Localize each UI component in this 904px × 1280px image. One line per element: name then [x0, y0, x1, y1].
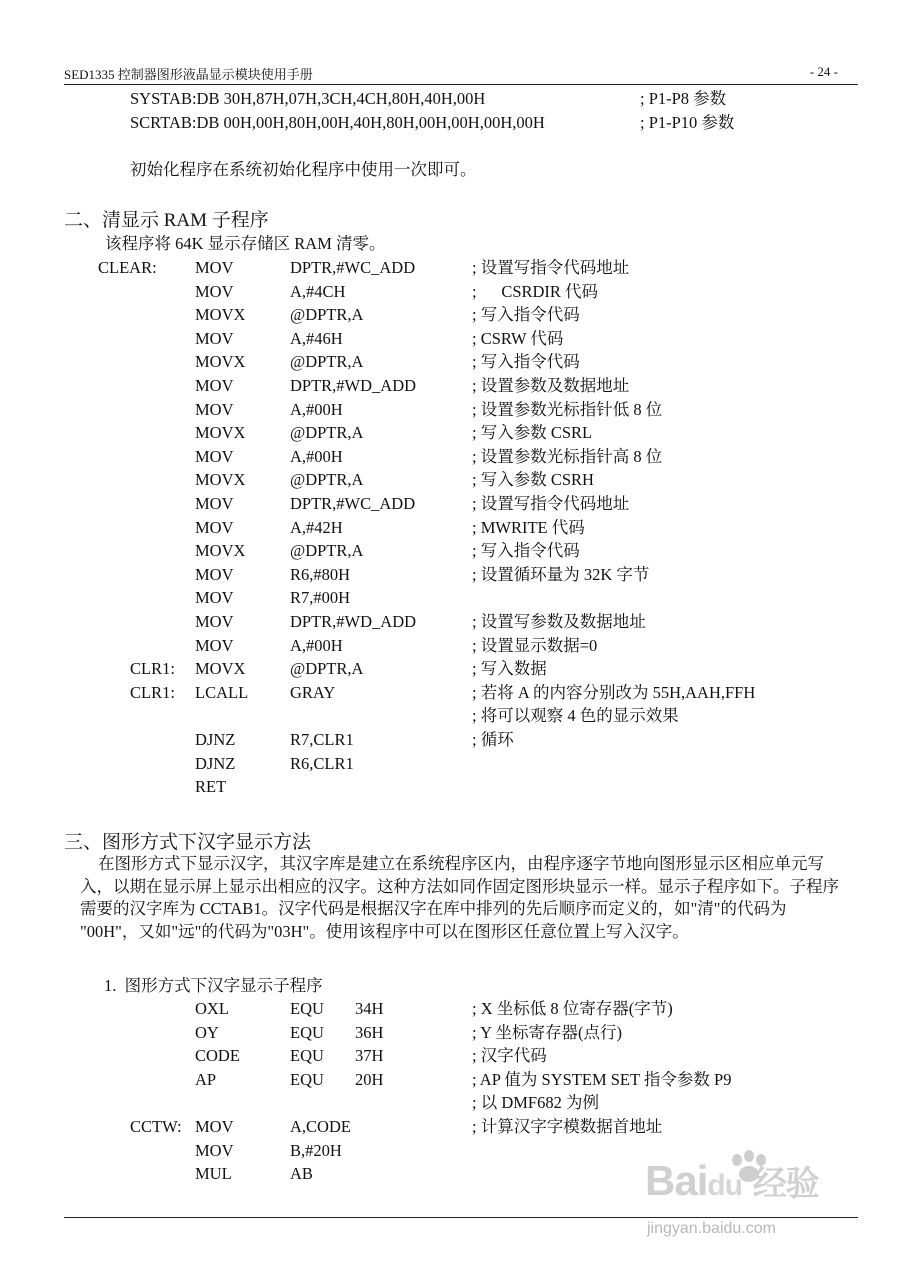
code-operand: @DPTR,A — [290, 659, 364, 679]
equ-comment: ; 汉字代码 — [472, 1046, 547, 1066]
code-operand: R7,CLR1 — [290, 730, 354, 749]
code-comment: ; 将可以观察 4 色的显示效果 — [472, 706, 679, 726]
code-comment: ; 设置参数及数据地址 — [472, 376, 630, 395]
equ-comment: ; AP 值为 SYSTEM SET 指令参数 P9 — [472, 1069, 732, 1089]
code-operand: R7,#00H — [290, 588, 351, 608]
equ-comment: ; X 坐标低 8 位寄存器(字节) — [472, 999, 673, 1018]
page-number: - 24 - — [809, 64, 838, 79]
watermark-brand2: du — [707, 1169, 743, 1202]
code-operand: @DPTR,A — [290, 541, 364, 561]
code-opcode: MOVX — [195, 470, 246, 490]
code-comment: ; 写入指令代码 — [472, 305, 580, 325]
equ-comment: ; 以 DMF682 为例 — [472, 1093, 599, 1113]
scrtab-line: SCRTAB:DB 00H,00H,80H,00H,40H,80H,00H,00H,00H,00H — [130, 113, 545, 132]
code-opcode: MUL — [195, 1164, 232, 1184]
equ-directive: EQU — [290, 1022, 324, 1042]
code-operand: R6,CLR1 — [290, 753, 354, 773]
equ-name: CODE — [195, 1046, 240, 1066]
code-opcode: MOVX — [195, 352, 246, 372]
code-operand: DPTR,#WC_ADD — [290, 494, 416, 513]
equ-directive: EQU — [290, 1069, 324, 1089]
code-comment: ; 设置写指令代码地址 — [472, 494, 630, 513]
code-opcode: MOVX — [195, 541, 246, 561]
code-operand: A,#42H — [290, 517, 343, 537]
code-comment: ; 设置参数光标指针高 8 位 — [472, 446, 663, 466]
code-opcode: MOV — [195, 612, 234, 631]
code-comment: ; 写入数据 — [472, 659, 547, 679]
code-comment: ; MWRITE 代码 — [472, 517, 585, 537]
code-operand: DPTR,#WD_ADD — [290, 376, 417, 395]
code-operand: A,#00H — [290, 635, 343, 655]
code-comment: ; 写入指令代码 — [472, 541, 580, 561]
section3-list-item: 1. 图形方式下汉字显示子程序 — [104, 976, 323, 995]
code-operand: @DPTR,A — [290, 352, 364, 372]
code-opcode: MOV — [195, 588, 234, 608]
code-opcode: RET — [195, 777, 227, 797]
scrtab-comment: ; P1-P10 参数 — [640, 113, 735, 132]
equ-value: 20H — [355, 1069, 384, 1089]
code-opcode: MOV — [195, 564, 234, 584]
code-operand: DPTR,#WD_ADD — [290, 612, 417, 631]
header-title: SED1335 控制器图形液晶显示模块使用手册 — [64, 67, 313, 82]
code-label: CLEAR: — [98, 258, 157, 277]
code-comment: ; 设置循环量为 32K 字节 — [472, 564, 650, 584]
equ-directive: EQU — [290, 999, 324, 1018]
code-opcode: MOVX — [195, 423, 246, 443]
code-comment: ; 写入指令代码 — [472, 352, 580, 372]
code-comment: ; 设置参数光标指针低 8 位 — [472, 399, 663, 419]
code-operand: R6,#80H — [290, 564, 351, 584]
code-operand: A,#00H — [290, 446, 343, 466]
code-operand: A,#4CH — [290, 281, 346, 301]
code-comment: ; 循环 — [472, 730, 514, 749]
code-opcode: MOV — [195, 328, 234, 348]
code-comment: ; CSRW 代码 — [472, 328, 564, 348]
code-label: CLR1: — [130, 659, 175, 679]
code-label: CCTW: — [130, 1117, 182, 1136]
section2-intro: 该程序将 64K 显示存储区 RAM 清零。 — [105, 234, 386, 253]
code-opcode: MOVX — [195, 305, 246, 325]
code-opcode: MOV — [195, 1117, 234, 1136]
section3-paragraph: 在图形方式下显示汉字，其汉字库是建立在系统程序区内，由程序逐字节地向图形显示区相应单元写入，以期在显示屏上显示出相应的汉字。这种方法如同作固定图形块显示一样。显示子程序如下。子程序需要的汉字库为 CCTAB1。汉字代码是根据汉字在库中排列的先后顺序而定义的，如"清"的代码为 "00H"，又如"远"的代码为"03H"。使用该程序中可以在图形区任意位置上写入汉字。 — [80, 854, 839, 941]
init-note: 初始化程序在系统初始化程序中使用一次即可。 — [130, 160, 477, 179]
code-opcode: MOV — [195, 376, 234, 395]
code-operand: A,#46H — [290, 328, 343, 348]
code-comment: ; 写入参数 CSRH — [472, 470, 594, 490]
systab-comment: ; P1-P8 参数 — [640, 89, 727, 108]
watermark-cn: 经验 — [752, 1164, 819, 1204]
code-comment: ; 设置写参数及数据地址 — [472, 612, 646, 631]
code-opcode: MOV — [195, 1140, 234, 1160]
code-opcode: MOV — [195, 517, 234, 537]
code-operand: B,#20H — [290, 1140, 342, 1160]
code-opcode: MOV — [195, 399, 234, 419]
code-opcode: DJNZ — [195, 730, 236, 749]
code-comment: ; 计算汉字字模数据首地址 — [472, 1117, 663, 1136]
code-operand: AB — [290, 1164, 313, 1184]
code-opcode: MOV — [195, 281, 234, 301]
watermark-brand: Bai — [645, 1157, 708, 1204]
code-operand: DPTR,#WC_ADD — [290, 258, 416, 277]
equ-name: OY — [195, 1022, 219, 1042]
code-operand: @DPTR,A — [290, 423, 364, 443]
code-comment: ; CSRDIR 代码 — [472, 281, 599, 301]
code-operand: A,CODE — [290, 1117, 351, 1136]
code-comment: ; 设置写指令代码地址 — [472, 258, 630, 277]
equ-name: OXL — [195, 999, 229, 1018]
equ-name: AP — [195, 1069, 217, 1089]
section3-heading: 三、图形方式下汉字显示方法 — [64, 832, 312, 853]
section2-heading: 二、清显示 RAM 子程序 — [64, 210, 269, 231]
code-opcode: MOV — [195, 635, 234, 655]
equ-value: 36H — [355, 1022, 384, 1042]
watermark-url: jingyan.baidu.com — [647, 1220, 776, 1237]
code-opcode: MOVX — [195, 659, 246, 679]
header-rule — [64, 84, 858, 85]
baidu-jingyan-watermark — [645, 1148, 855, 1248]
code-label: CLR1: — [130, 682, 175, 702]
code-comment: ; 若将 A 的内容分别改为 55H,AAH,FFH — [472, 682, 756, 702]
code-operand: GRAY — [290, 682, 336, 702]
equ-value: 37H — [355, 1046, 384, 1066]
code-opcode: LCALL — [195, 682, 249, 702]
code-operand: @DPTR,A — [290, 305, 364, 325]
code-operand: A,#00H — [290, 399, 343, 419]
code-opcode: MOV — [195, 258, 234, 277]
code-opcode: MOV — [195, 494, 234, 513]
equ-comment: ; Y 坐标寄存器(点行) — [472, 1022, 623, 1042]
code-opcode: MOV — [195, 446, 234, 466]
code-comment: ; 写入参数 CSRL — [472, 423, 593, 443]
code-opcode: DJNZ — [195, 753, 236, 773]
code-comment: ; 设置显示数据=0 — [472, 635, 598, 655]
equ-value: 34H — [355, 999, 384, 1018]
systab-line: SYSTAB:DB 30H,87H,07H,3CH,4CH,80H,40H,00H — [130, 89, 486, 108]
code-operand: @DPTR,A — [290, 470, 364, 490]
equ-directive: EQU — [290, 1046, 324, 1066]
